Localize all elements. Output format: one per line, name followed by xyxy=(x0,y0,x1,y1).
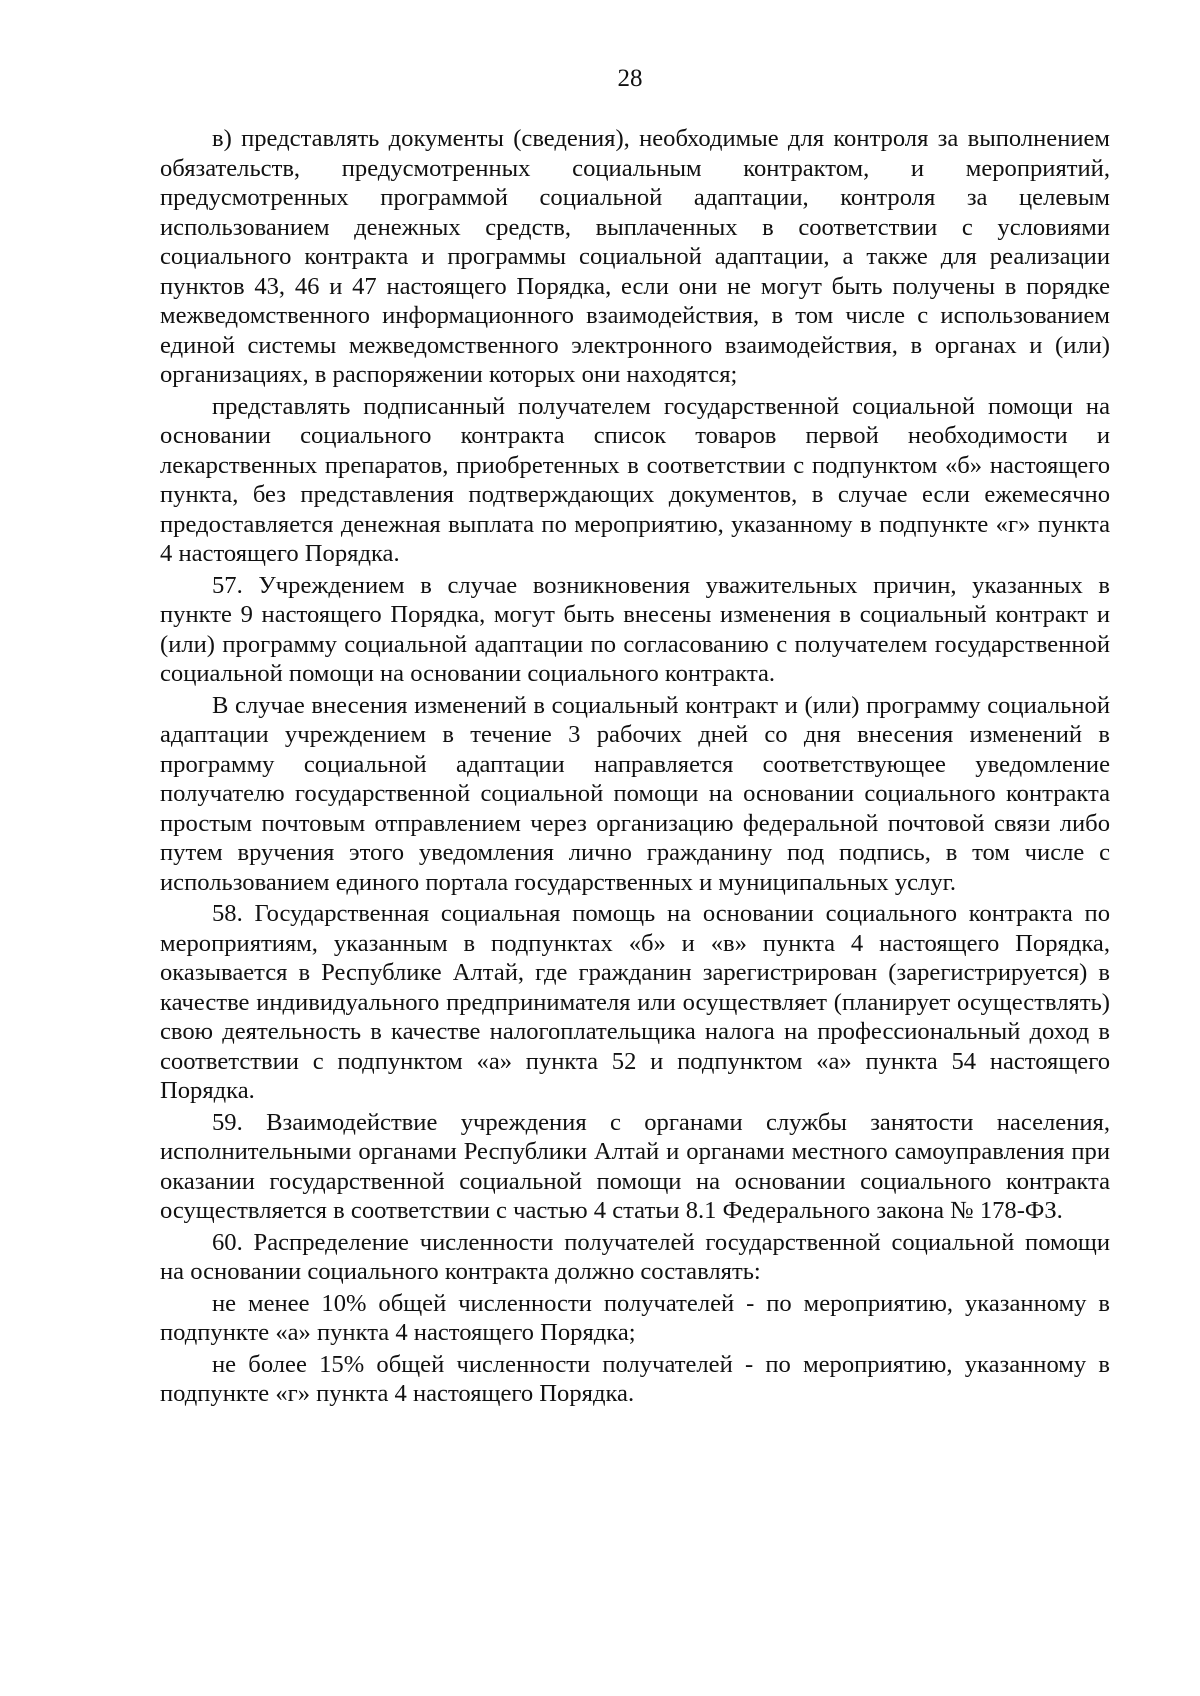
paragraph-59: 59. Взаимодействие учреждения с органами службы занятости населения, исполнительными органами Республики Алтай и органами местного самоуправления при оказании государственной социальной помощи на основании социального контракта осуществляется в соответствии с частью 4 статьи 8.1 Федерального закона № 178-ФЗ. xyxy=(160,1108,1110,1224)
paragraph-list-submission: представлять подписанный получателем государственной социальной помощи на основании социального контракта список товаров первой необходимости и лекарственных препаратов, приобретенных в соответствии с подпунктом «б» настоящего пункта, без представления подтверждающих документов, в случае если ежемесячно предоставляется денежная выплата по мероприятию, указанному в подпункте «г» пункта 4 настоящего Порядка. xyxy=(160,392,1110,567)
paragraph-60-max: не более 15% общей численности получателей - по мероприятию, указанному в подпункте «г» пункта 4 настоящего Порядка. xyxy=(160,1350,1110,1407)
paragraph-57-changes: В случае внесения изменений в социальный контракт и (или) программу социальной адаптации учреждением в течение 3 рабочих дней со дня внесения изменений в программу социальной адаптации направляется соответствующее уведомление получателю государственной социальной помощи на основании социального контракта простым почтовым отправлением через организацию федеральной почтовой связи либо путем вручения этого уведомления лично гражданину под подпись, в том числе с использованием единого портала государственных и муниципальных услуг. xyxy=(160,691,1110,896)
paragraph-57: 57. Учреждением в случае возникновения уважительных причин, указанных в пункте 9 настоящего Порядка, могут быть внесены изменения в социальный контракт и (или) программу социальной адаптации по согласованию с получателем государственной социальной помощи на основании социального контракта. xyxy=(160,571,1110,687)
paragraph-60-min: не менее 10% общей численности получателей - по мероприятию, указанному в подпункте «а» пункта 4 настоящего Порядка; xyxy=(160,1289,1110,1346)
document-body xyxy=(160,124,1110,1409)
paragraph-item-v: в) представлять документы (сведения), необходимые для контроля за выполнением обязательств, предусмотренных социальным контрактом, и мероприятий, предусмотренных программой социальной адаптации, контроля за целевым использованием денежных средств, выплаченных в соответствии с условиями социального контракта и программы социальной адаптации, а также для реализации пунктов 43, 46 и 47 настоящего Порядка, если они не могут быть получены в порядке межведомственного информационного взаимодействия, в том числе с использованием единой системы межведомственного электронного взаимодействия, в органах и (или) организациях, в распоряжении которых они находятся; xyxy=(160,125,1110,388)
paragraph-58: 58. Государственная социальная помощь на основании социального контракта по мероприятиям, указанным в подпунктах «б» и «в» пункта 4 настоящего Порядка, оказывается в Республике Алтай, где гражданин зарегистрирован (зарегистрируется) в качестве индивидуального предпринимателя или осуществляет (планирует осуществлять) свою деятельность в качестве налогоплательщика налога на профессиональный доход в соответствии с подпунктом «а» пункта 52 и подпунктом «а» пункта 54 настоящего Порядка. xyxy=(160,900,1110,1104)
page-number: 28 xyxy=(617,65,643,92)
paragraph-60: 60. Распределение численности получателей государственной социальной помощи на основании социального контракта должно составлять: xyxy=(160,1228,1110,1285)
